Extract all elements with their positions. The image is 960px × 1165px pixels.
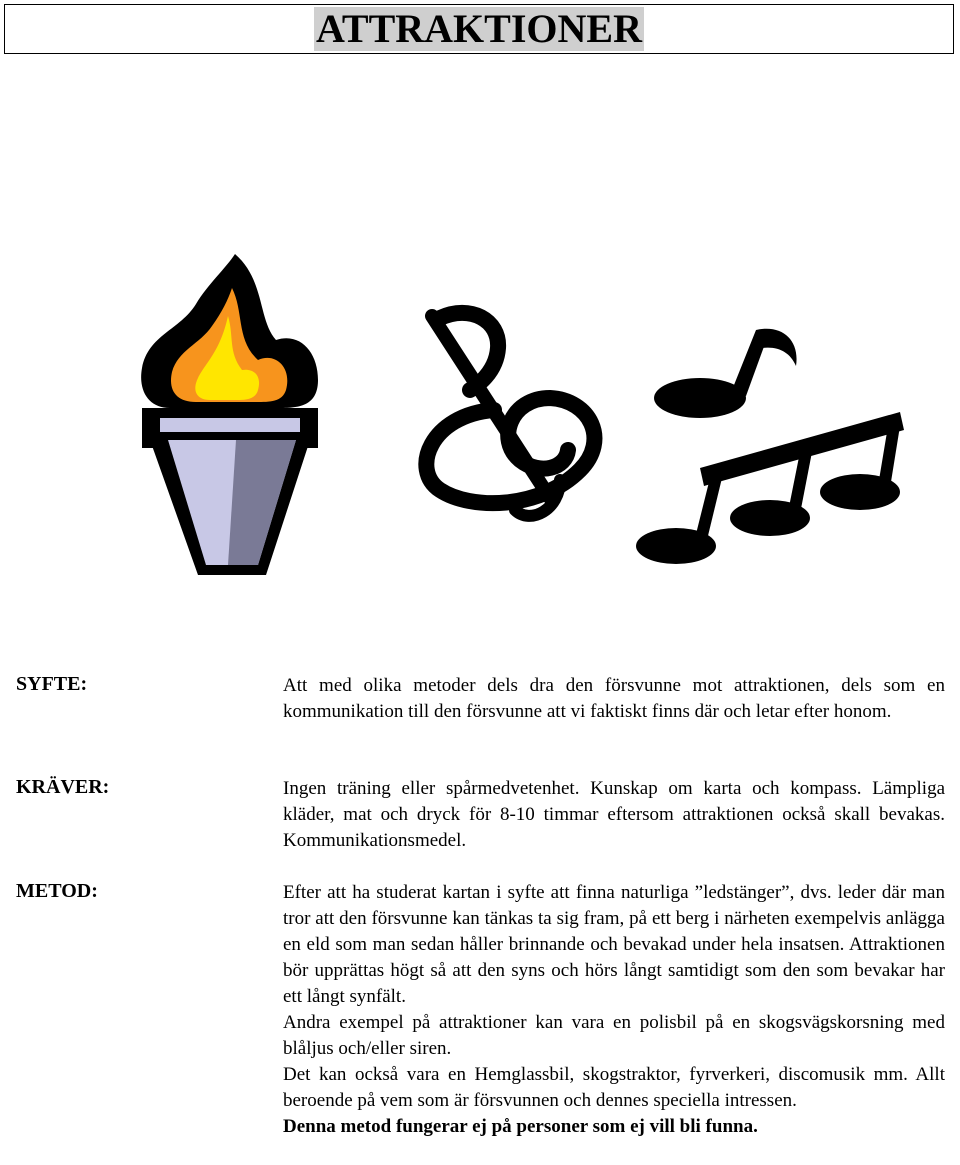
torch-icon: [141, 254, 318, 575]
syfte-paragraph: Att med olika metoder dels dra den försvunne mot attraktionen, dels som en kommunikation till den försvunne att vi faktiskt finns där och letar efter honom.: [283, 675, 945, 722]
music-notes-icon: [636, 329, 904, 564]
kraver-text: [283, 776, 945, 854]
metod-paragraph-3: Det kan också vara en Hemglassbil, skogstraktor, fyrverkeri, discomusik mm. Allt beroende på vem som är försvunnen och dennes speciella intressen.: [283, 1064, 945, 1111]
metod-paragraph-2: Andra exempel på attraktioner kan vara en polisbil på en skogsvägskorsning med blåljus och/eller siren.: [283, 1012, 945, 1059]
treble-clef-icon: [426, 313, 594, 516]
kraver-paragraph: Ingen träning eller spårmedvetenhet. Kunskap om karta och kompass. Lämpliga kläder, mat och dryck för 8-10 timmar eftersom attraktionen också skall bevakas. Kommunikationsmedel.: [283, 778, 945, 851]
syfte-text: [283, 673, 945, 725]
metod-paragraph-4: Denna metod fungerar ej på personer som ej vill bli funna.: [283, 1116, 758, 1137]
metod-paragraph-1: Efter att ha studerat kartan i syfte att finna naturliga ”ledstänger”, dvs. leder där man tror att den försvunne kan tänkas ta sig fram, på ett berg i närheten exempelvis anlägga en eld som man sedan håller brinnande och bevakad under hela insatsen. Attraktionen bör upprättas högt så att den syns och hörs långt samtidigt som den som bevakar har ett långt synfält.: [283, 882, 945, 1007]
page-title: ATTRAKTIONER: [316, 6, 642, 51]
title-box: [4, 4, 954, 54]
syfte-label: SYFTE:: [16, 673, 88, 695]
metod-text: [283, 880, 945, 1140]
metod-label: METOD:: [16, 880, 98, 902]
illustration: [0, 240, 960, 600]
kraver-label: KRÄVER:: [16, 776, 110, 798]
